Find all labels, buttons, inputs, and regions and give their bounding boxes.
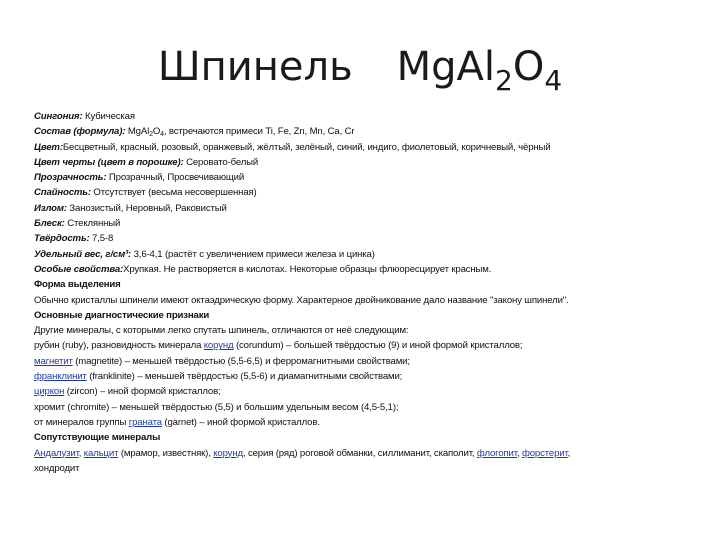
related-corundum-link[interactable]: корунд: [213, 447, 243, 459]
prop-density: Удельный вес, г/см³: 3,6-4,1 (растёт с увеличением примеси железа и цинка): [34, 248, 375, 260]
slide-title: [0, 44, 720, 97]
franklinite-link[interactable]: франклинит: [34, 371, 87, 383]
magnetite-link[interactable]: магнетит: [34, 355, 73, 367]
mineral-name: Шпинель: [157, 44, 353, 90]
zircon-link[interactable]: циркон: [34, 386, 65, 398]
corundum-link[interactable]: корунд: [203, 340, 234, 352]
diag-garnet: от минералов группы граната (garnet) – иной формой кристаллов.: [34, 416, 320, 428]
calcite-link[interactable]: кальцит: [83, 447, 119, 459]
forsterite-link[interactable]: форстерит: [521, 447, 568, 459]
related-last: хондродит: [34, 462, 80, 474]
prop-color: Цвет:Бесцветный, красный, розовый, оранжевый, жёлтый, зелёный, синий, индиго, фиолетовый, коричневый, чёрный: [34, 141, 551, 153]
prop-syngony: Сингония: Кубическая: [34, 111, 135, 122]
prop-cleavage: Спайность: Отсутствует (весьма несовершенная): [34, 187, 257, 199]
prop-hardness: Твёрдость: 7,5-8: [34, 233, 114, 245]
andalusite-link[interactable]: Андалузит: [34, 447, 79, 459]
form-heading: Форма выделения: [34, 279, 121, 291]
diagnostics-heading: Основные диагностические признаки: [34, 309, 210, 321]
diag-chromite: хромит (chromite) – меньшей твёрдостью (5,5) и большим удельным весом (4,5-5,1);: [34, 401, 399, 413]
prop-streak: Цвет черты (цвет в порошке): Серовато-белый: [34, 156, 259, 168]
prop-luster: Блеск: Стеклянный: [34, 218, 121, 230]
diag-ruby: рубин (ruby), разновидность минерала корунд (corundum) – большей твёрдостью (9) и иной формой кристаллов;: [34, 340, 523, 352]
diagnostics-intro: Другие минералы, с которыми легко спутать шпинель, отличаются от неё следующим:: [34, 325, 409, 337]
related-list: Андалузит, кальцит (мрамор, известняк), корунд, серия (ряд) роговой обманки, силлиманит, скаполит, флогопит, форстерит,: [34, 447, 571, 459]
mineral-description: [34, 109, 694, 476]
prop-transparency: Прозрачность: Прозрачный, Просвечивающий: [34, 172, 245, 184]
garnet-link[interactable]: граната: [128, 416, 162, 428]
mineral-formula: $MgAl_2O_4$: [396, 44, 563, 97]
diag-franklinite: франклинит (franklinite) – меньшей твёрдостью (5,5-6) и диамагнитными свойствами;: [34, 371, 403, 383]
form-text: Обычно кристаллы шпинели имеют октаэдрическую форму. Характерное двойникование дало название "закону шпинели".: [34, 294, 569, 306]
prop-fracture: Излом: Занозистый, Неровный, Раковистый: [34, 202, 227, 214]
diag-zircon: циркон (zircon) – иной формой кристаллов;: [34, 386, 221, 398]
prop-special: Особые свойства:Хрупкая. Не растворяется в кислотах. Некоторые образцы флюоресцирует красным.: [34, 263, 492, 275]
prop-composition: Состав (формула): $MgAl_2O_4$, встречаются примеси Ti, Fe, Zn, Mn, Ca, Cr: [34, 126, 355, 139]
diag-magnetite: магнетит (magnetite) – меньшей твёрдостью (5,5-6,5) и ферромагнитными свойствами;: [34, 355, 410, 367]
related-heading: Сопутствующие минералы: [34, 432, 161, 444]
phlogopite-link[interactable]: флогопит: [476, 447, 517, 459]
